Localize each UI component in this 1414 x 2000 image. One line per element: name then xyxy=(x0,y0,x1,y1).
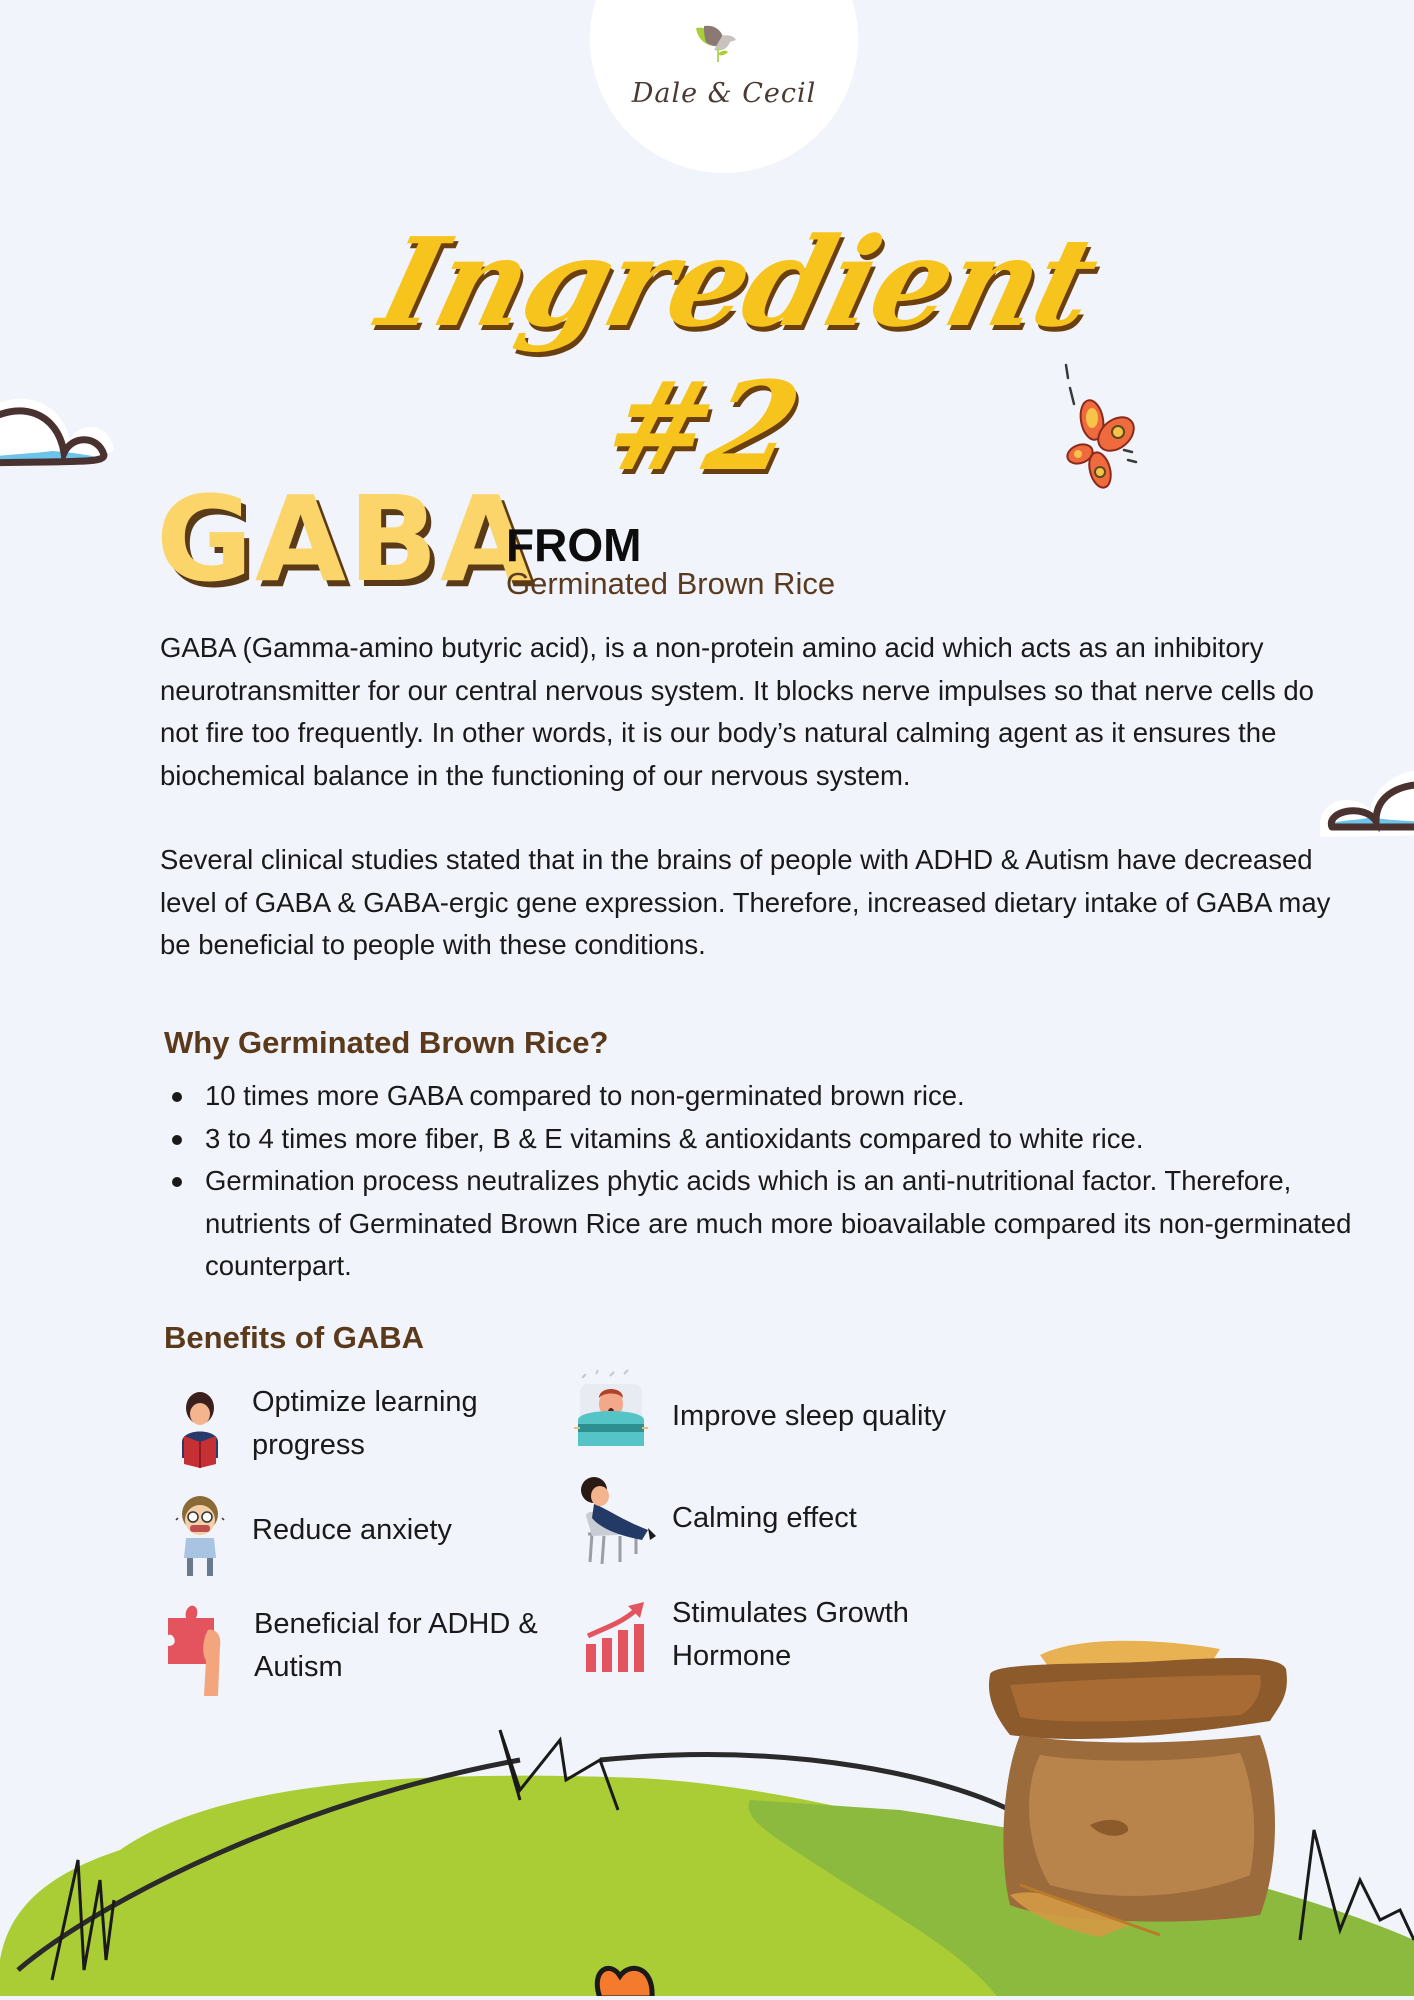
benefit-label: Reduce anxiety xyxy=(252,1514,452,1546)
ingredient-source: Germinated Brown Rice xyxy=(506,566,836,601)
list-item-text: 10 times more GABA compared to non-germinated brown rice. xyxy=(205,1080,965,1111)
from-label: FROM xyxy=(506,519,642,571)
benefit-label: Stimulates Growth Hormone xyxy=(672,1597,909,1672)
why-heading: Why Germinated Brown Rice? xyxy=(164,1025,609,1060)
benefit-label: Optimize learning progress xyxy=(252,1386,478,1461)
list-item-text: 3 to 4 times more fiber, B & E vitamins & antioxidants compared to white rice. xyxy=(205,1122,1144,1154)
list-item-text: Germination process neutralizes phytic acids which is an anti-nutritional factor. Therefore, nutrients of Germinated Brown Rice are much more bioavailable compared its non-germinated counterpart. xyxy=(205,1165,1352,1281)
benefit-label: Calming effect xyxy=(672,1502,857,1534)
research-paragraph: Several clinical studies stated that in the brains of people with ADHD & Autism have decreased level of GABA & GABA-ergic gene expression. Therefore, increased dietary intake of GABA may be beneficial to people with these conditions. xyxy=(160,844,1331,960)
bird-leaf-icon xyxy=(692,22,740,64)
puzzle-piece-icon xyxy=(168,1600,232,1700)
ingredient-name: GABA xyxy=(156,470,534,608)
cloud-icon xyxy=(0,395,120,485)
bullet-icon xyxy=(172,1135,182,1145)
relaxing-person-icon xyxy=(572,1474,660,1564)
page-title: Ingredient #2 xyxy=(366,210,1110,498)
growth-chart-icon xyxy=(584,1600,648,1672)
bullet-icon xyxy=(172,1092,182,1102)
list-item xyxy=(160,1075,1360,1118)
list-item xyxy=(160,1118,1360,1161)
rice-sack-illustration xyxy=(980,1625,1310,1945)
bullet-icon xyxy=(172,1177,182,1187)
intro-paragraph: GABA (Gamma-amino butyric acid), is a non-protein amino acid which acts as an inhibitory neurotransmitter for our central nervous system. It blocks nerve impulses so that nerve cells do not fire too frequently. In other words, it is our body’s natural calming agent as it ensures the biochemical balance in the functioning of our nervous system. xyxy=(160,632,1314,791)
why-list xyxy=(160,1075,1360,1288)
benefit-label: Beneficial for ADHD & Autism xyxy=(254,1608,538,1683)
benefits-heading: Benefits of GABA xyxy=(164,1320,425,1355)
brand-name: Dale & Cecil xyxy=(631,78,817,109)
benefit-label: Improve sleep quality xyxy=(672,1400,947,1432)
list-item xyxy=(160,1160,1355,1288)
reading-child-icon xyxy=(170,1388,230,1468)
butterfly-icon xyxy=(1050,360,1140,500)
sleeping-person-icon xyxy=(574,1368,648,1448)
anxious-child-icon xyxy=(168,1492,232,1580)
